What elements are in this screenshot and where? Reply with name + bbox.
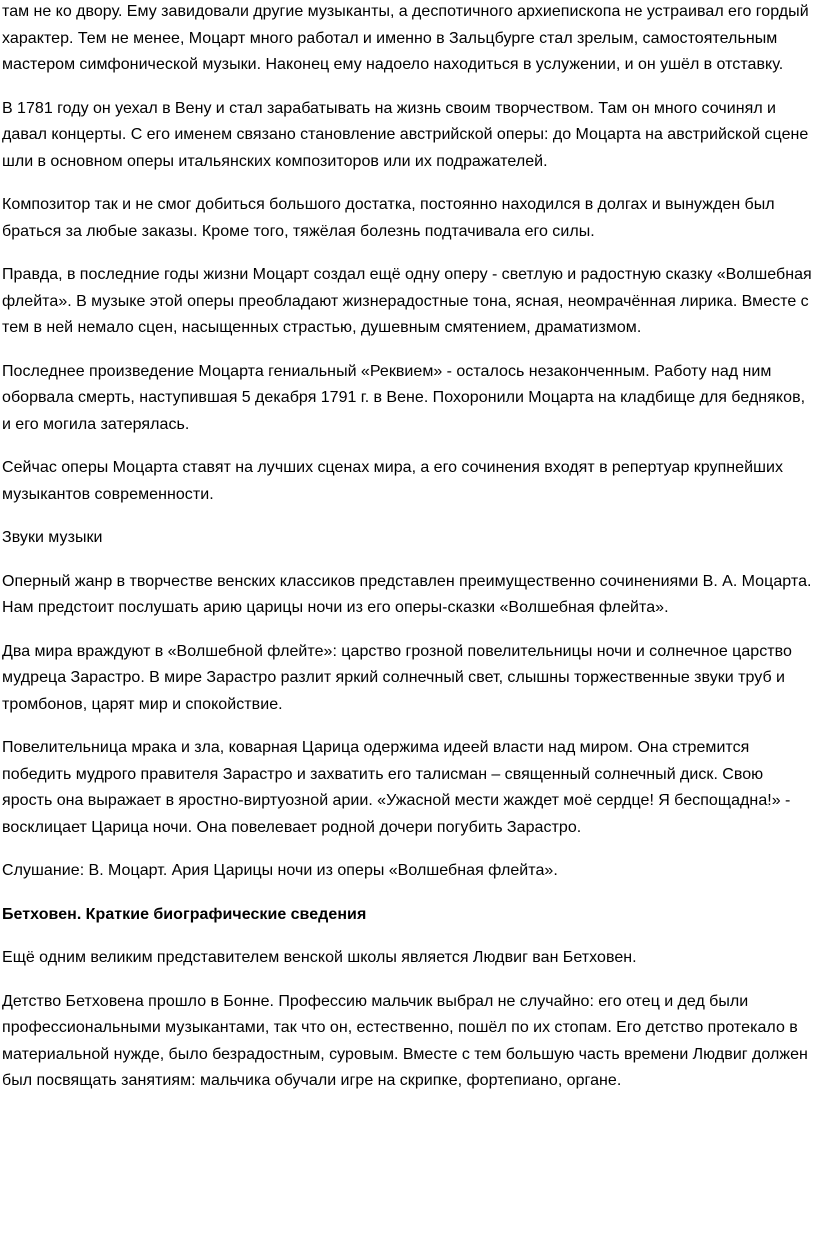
paragraph-queen-of-night: Повелительница мрака и зла, коварная Царица одержима идеей власти над миром. Она стремится победить мудрого правителя Зарастро и захватить его талисман – священный солнечный диск. Свою ярость она выражает в яростно-виртуозной арии. «Ужасной мести жаждет моё сердце! Я беспощадна!» - восклицает Царица ночи. Она повелевает родной дочери погубить Зарастро. — [2, 739, 791, 836]
paragraph-mozart-debts: Композитор так и не смог добиться большого достатка, постоянно находился в долгах и вынужден был браться за любые заказы. Кроме того, тяжёлая болезнь подтачивала его силы. — [2, 196, 775, 240]
paragraph-requiem: Последнее произведение Моцарта гениальный «Реквием» - осталось незаконченным. Работу над ним оборвала смерть, наступившая 5 декабря 1791 г. в Вене. Похоронили Моцарта на кладбище для бедняков, и его могила затерялась. — [2, 362, 806, 433]
paragraph-opera-genre: Оперный жанр в творчестве венских классиков представлен преимущественно сочинениями В. А. Моцарта. Нам предстоит послушать арию царицы ночи из его оперы-сказки «Волшебная флейта». — [2, 572, 812, 616]
paragraph-two-worlds: Два мира враждуют в «Волшебной флейте»: царство грозной повелительницы ночи и солнечное царство мудреца Зарастро. В мире Зарастро разлит яркий солнечный свет, слышны торжественные звуки труб и тромбонов, царят мир и спокойствие. — [2, 642, 792, 713]
paragraph-mozart-today: Сейчас оперы Моцарта ставят на лучших сценах мира, а его сочинения входят в репертуар крупнейших музыкантов современности. — [2, 459, 784, 503]
document-page — [2, 0, 814, 1112]
paragraph-beethoven-childhood: Детство Бетховена прошло в Бонне. Профессию мальчик выбрал не случайно: его отец и дед были профессиональными музыкантами, так что он, естественно, пошёл по их стопам. Его детство протекало в материальной нужде, было безрадостным, суровым. Вместе с тем большую часть времени Людвиг должен был посвящать занятиям: мальчика обучали игре на скрипке, фортепиано, органе. — [2, 992, 808, 1089]
paragraph-beethoven-intro: Ещё одним великим представителем венской школы является Людвиг ван Бетховен. — [2, 949, 637, 966]
paragraph-listening: Слушание: В. Моцарт. Ария Царицы ночи из оперы «Волшебная флейта». — [2, 862, 558, 879]
paragraph-mozart-salzburg: там не ко двору. Ему завидовали другие музыканты, а деспотичного архиепископа не устраивал его гордый характер. Тем не менее, Моцарт много работал и именно в Зальцбурге стал зрелым, самостоятельным мастером симфонической музыки. Наконец ему надоело находиться в услужении, и он ушёл в отставку. — [2, 3, 809, 73]
paragraph-mozart-vienna: В 1781 году он уехал в Вену и стал зарабатывать на жизнь своим творчеством. Там он много сочинял и давал концерты. С его именем связано становление австрийской оперы: до Моцарта на австрийской сцене шли в основном оперы итальянских композиторов или их подражателей. — [2, 99, 809, 170]
paragraph-magic-flute: Правда, в последние годы жизни Моцарт создал ещё одну оперу - светлую и радостную сказку «Волшебная флейта». В музыке этой оперы преобладают жизнерадостные тона, ясная, неомрачённая лирика. Вместе с тем в ней немало сцен, насыщенных страстью, душевным смятением, драматизмом. — [2, 266, 812, 336]
section-label-sounds-of-music: Звуки музыки — [2, 529, 103, 546]
section-heading-beethoven: Бетховен. Краткие биографические сведения — [2, 905, 367, 923]
